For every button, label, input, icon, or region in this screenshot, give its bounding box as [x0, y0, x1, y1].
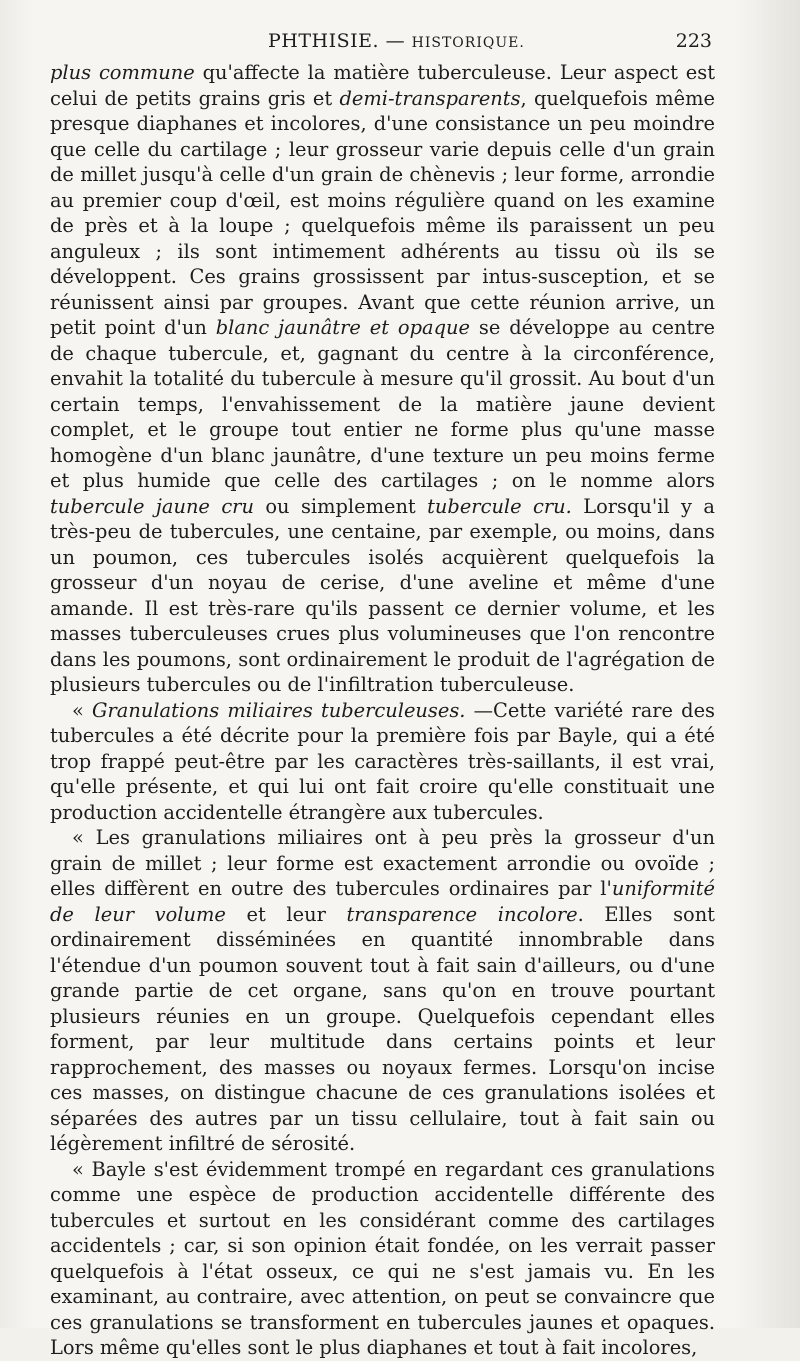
text-run: qu'affecte la matière tuberculeuse. Leur aspect est celui de petits grains gris et — [50, 61, 715, 110]
running-header — [50, 30, 712, 58]
text-run: . Elles sont ordinairement disséminées en quantité innombrable dans l'étendue d'un poumon souvent tout à fait sain d'ailleurs, ou d'une grande partie de cet organe, sans qu'on en trouve pourtant plusieurs réunies en un groupe. Quelquefois cependant elles forment, par leur multitude dans certains points et leur rapprochement, des masses ou noyaux fermes. Lorsqu'on incise ces masses, on distingue chacune de ces granulations isolées et séparées des autres par un tissu cellulaire, tout à fait sain ou légèrement infiltré de sérosité. — [50, 902, 715, 1155]
italic-text: Granulations miliaires tuberculeuses. — [92, 698, 466, 722]
text-run: « — [72, 698, 93, 722]
italic-text: demi-transparents — [339, 86, 521, 110]
italic-text: blanc jaunâtre et opaque — [215, 316, 470, 339]
text-run: , quelquefois même presque diaphanes et incolores, d'une consistance un peu moindre que celle du cartilage ; leur grosseur varie depuis celle d'un grain de millet jusqu'à celle d'un grain de chènevis ; leur forme, arrondie au premier coup d'œil, est moins régulière quand on les examine de près et à la loupe ; quelquefois même ils paraissent un peu anguleux ; ils sont intimement adhérents au tissu où ils se développent. Ces grains grossissent par intus-susception, et se réunissent ainsi par groupes. Avant que cette réunion arrive, un petit point d'un — [50, 86, 715, 339]
page-number: 223 — [675, 30, 712, 52]
italic-text: uniformité de leur volume — [50, 877, 715, 926]
text-run: et leur — [225, 902, 347, 926]
paragraph — [50, 1157, 715, 1361]
italic-text: plus commune — [50, 61, 195, 84]
text-run: « Bayle s'est évidemment trompé en regardant ces granulations comme une espèce de production accidentelle différente des tubercules et surtout en les considérant comme des cartilages accidentels ; car, si son opinion était fondée, on les verrait passer quelquefois à l'état osseux, ce qui ne s'est jamais vu. En les examinant, au contraire, avec attention, on peut se convaincre que ces granulations se transforment en tubercules jaunes et opaques. Lors même qu'elles sont le plus diaphanes et tout à fait incolores, — [50, 1157, 715, 1359]
running-title: PHTHISIE. — HISTORIQUE. — [268, 30, 525, 52]
italic-text: tubercule cru. — [427, 494, 572, 518]
text-run: « Les granulations miliaires ont à peu près la grosseur d'un grain de millet ; leur forme est exactement arrondie ou ovoïde ; elles diffèrent en outre des tubercules ordinaires par l' — [50, 826, 715, 900]
body-text — [50, 60, 715, 1361]
paragraph — [50, 698, 715, 826]
italic-text: tubercule jaune cru — [50, 494, 254, 518]
paragraph — [50, 825, 715, 1157]
italic-text: transparence incolore — [346, 902, 578, 926]
paragraph — [50, 60, 715, 698]
text-run: ou simplement — [253, 494, 428, 518]
text-run: —Cette variété rare des tubercules a été décrite pour la première fois par Bayle, qui a été trop frappé peut-être par les caractères très-saillants, il est vrai, qu'elle présente, et qui lui ont fait croire qu'elle constituait une production accidentelle étrangère aux tubercules. — [50, 698, 716, 824]
text-run: Lorsqu'il y a très-peu de tubercules, une centaine, par exemple, ou moins, dans un poumon, ces tubercules isolés acquièrent quelquefois la grosseur d'un noyau de cerise, d'une aveline et même d'une amande. Il est très-rare qu'ils passent ce dernier volume, et les masses tuberculeuses crues plus volumineuses que l'on rencontre dans les poumons, sont ordinairement le produit de l'agrégation de plusieurs tubercules ou de l'infiltration tuberculeuse. — [50, 494, 715, 696]
text-run: se développe au centre de chaque tubercule, et, gagnant du centre à la circonférence, envahit la totalité du tubercule à mesure qu'il grossit. Au bout d'un certain temps, l'envahissement de la matière jaune devient complet, et le groupe tout entier ne forme plus qu'une masse homogène d'un blanc jaunâtre, d'une texture un peu moins ferme et plus humide que celle des cartilages ; on le nomme alors — [50, 316, 715, 492]
